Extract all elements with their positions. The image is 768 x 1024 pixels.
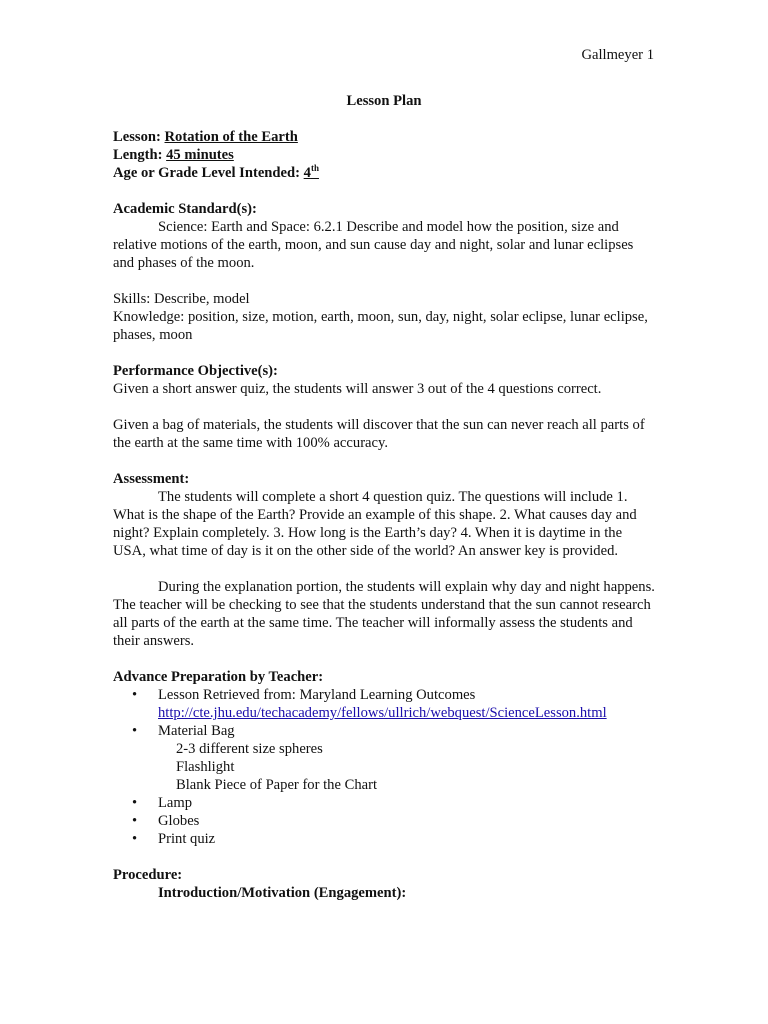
grade-value-wrap: [304, 165, 319, 181]
skills-text: Skills: Describe, model: [113, 291, 250, 307]
list-item: [113, 830, 655, 848]
preparation-item-material-bag: Material Bag: [158, 723, 235, 739]
running-head: Gallmeyer 1: [581, 47, 654, 63]
knowledge-text: Knowledge: position, size, motion, earth, moon, sun, day, night, solar eclipse, lunar eclipse, phases, moon: [113, 309, 648, 343]
preparation-section: [113, 668, 655, 848]
preparation-item-source: Lesson Retrieved from: Maryland Learning Outcomes: [158, 687, 476, 703]
length-line: [113, 146, 655, 164]
preparation-item-lamp: Lamp: [158, 795, 193, 811]
document-body: [113, 92, 655, 902]
list-item: [113, 686, 655, 722]
list-item: [113, 722, 655, 794]
length-label: Length:: [113, 147, 163, 163]
assessment-paragraph-1: The students will complete a short 4 question quiz. The questions will include 1. What is the shape of the Earth? Provide an example of this shape. 2. What causes day and night? Explain completely. 3. How long is the Earth’s day? 4. When it is daytime in the USA, what time of day is it on the other side of the world? An answer key is provided.: [113, 489, 637, 559]
grade-line: [113, 164, 655, 182]
sub-list-item: 2-3 different size spheres: [176, 741, 323, 757]
preparation-item-globes: Globes: [158, 813, 200, 829]
performance-objective-1: Given a short answer quiz, the students will answer 3 out of the 4 questions correct.: [113, 381, 602, 397]
list-item: [113, 794, 655, 812]
academic-standard-section: [113, 200, 655, 344]
preparation-heading: Advance Preparation by Teacher:: [113, 669, 324, 685]
sub-list-item: Blank Piece of Paper for the Chart: [176, 777, 378, 793]
lesson-source-link[interactable]: http://cte.jhu.edu/techacademy/fellows/ullrich/webquest/ScienceLesson.html: [158, 705, 607, 721]
length-value: 45 minutes: [166, 147, 234, 163]
preparation-list: [113, 686, 655, 848]
grade-value: 4: [303, 165, 311, 181]
lesson-meta: [113, 128, 655, 182]
assessment-paragraph-2: During the explanation portion, the students will explain why day and night happens. The teacher will be checking to see that the students understand that the sun cannot research all parts of the earth at the same time. The teacher will informally assess the students and their answers.: [113, 579, 655, 649]
preparation-item-print-quiz: Print quiz: [158, 831, 216, 847]
performance-objective-2: Given a bag of materials, the students will discover that the sun can never reach all parts of the earth at the same time with 100% accuracy.: [113, 417, 645, 451]
academic-standard-heading: Academic Standard(s):: [113, 201, 257, 217]
lesson-value: Rotation of the Earth: [164, 129, 298, 145]
performance-objective-section: [113, 362, 655, 452]
page-title: Lesson Plan: [346, 93, 422, 109]
grade-superscript: th: [310, 163, 319, 173]
procedure-section: [113, 866, 655, 902]
lesson-label: Lesson:: [113, 129, 161, 145]
performance-objective-heading: Performance Objective(s):: [113, 363, 278, 379]
assessment-heading: Assessment:: [113, 471, 190, 487]
procedure-subheading: Introduction/Motivation (Engagement):: [158, 885, 407, 901]
lesson-line: [113, 128, 655, 146]
assessment-section: [113, 470, 655, 650]
sub-list-item: Flashlight: [176, 759, 235, 775]
list-item: [113, 812, 655, 830]
grade-label: Age or Grade Level Intended:: [113, 165, 300, 181]
academic-standard-text: Science: Earth and Space: 6.2.1 Describe and model how the position, size and relative motions of the earth, moon, and sun cause day and night, solar and lunar eclipses and phases of the moon.: [113, 219, 634, 271]
procedure-heading: Procedure:: [113, 867, 183, 883]
